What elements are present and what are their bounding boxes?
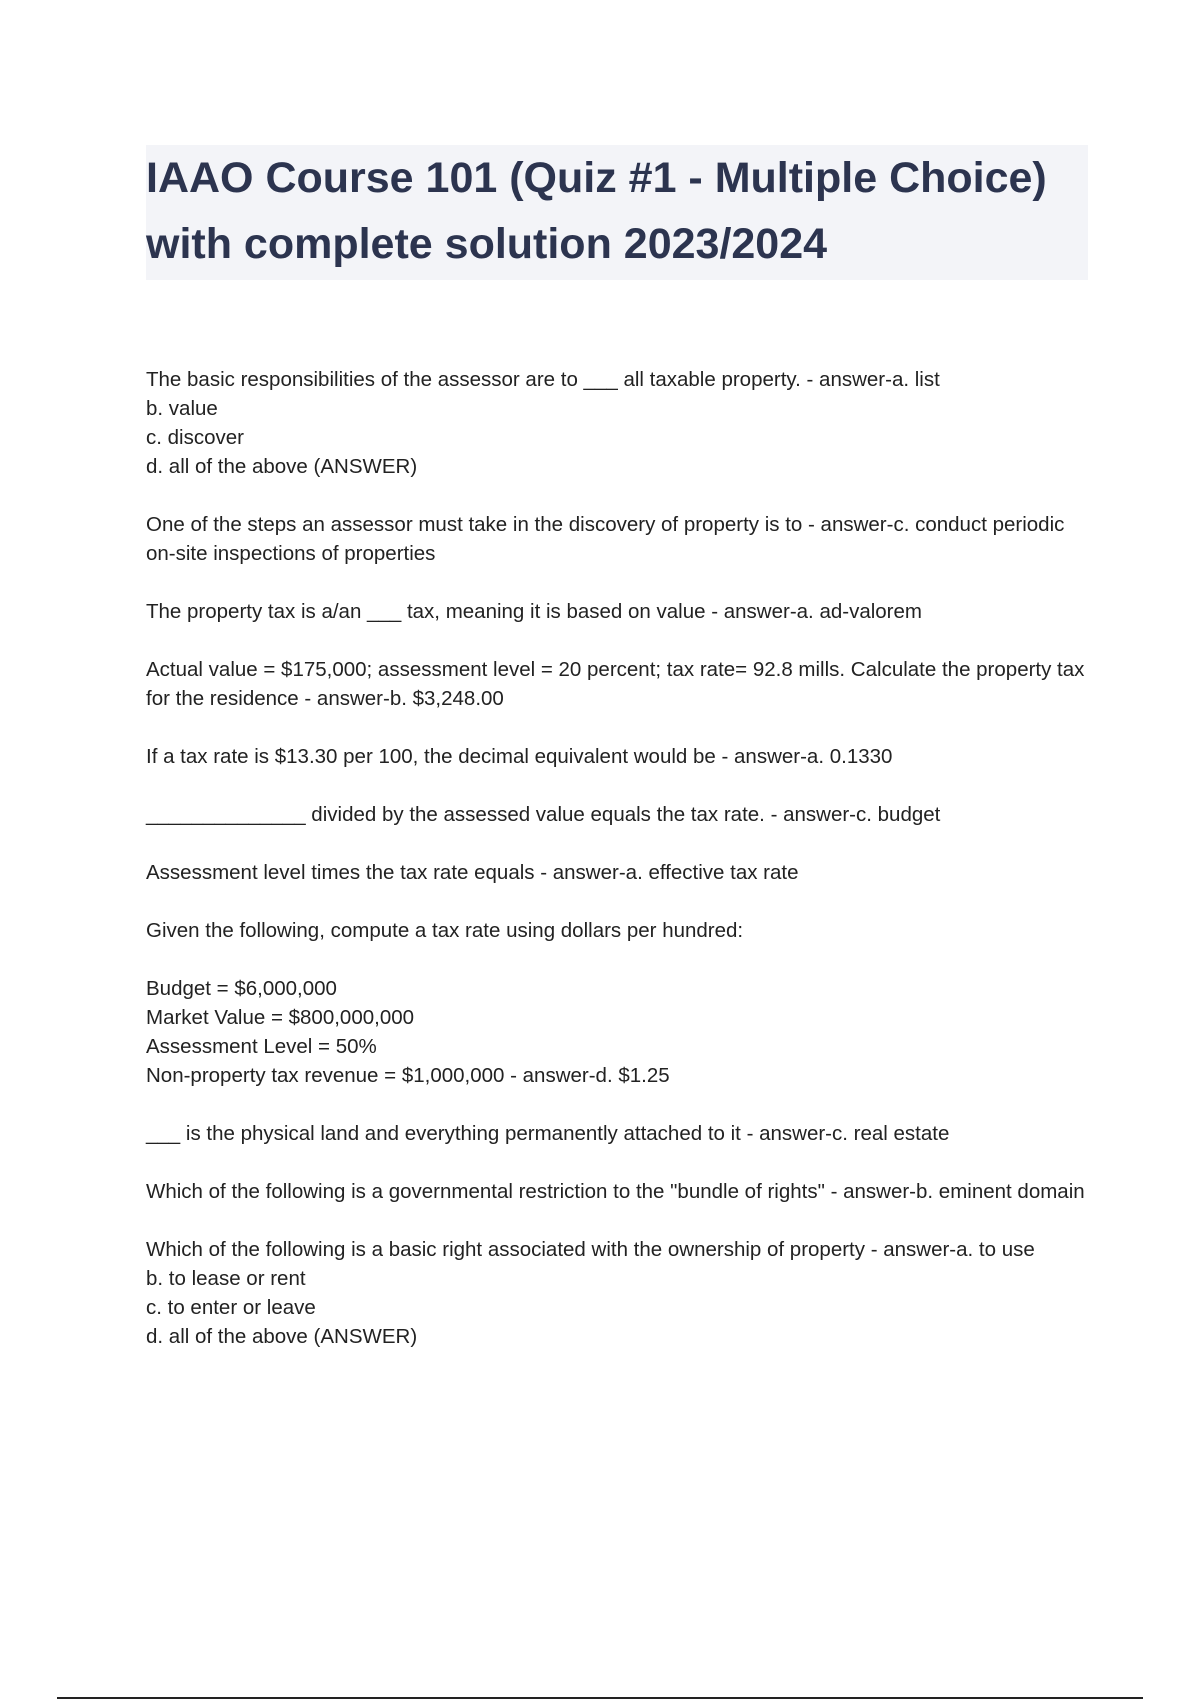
- question-item: [146, 974, 1096, 1090]
- question-line: Assessment level times the tax rate equals - answer-a. effective tax rate: [146, 861, 799, 884]
- question-item: [146, 1177, 1096, 1206]
- question-line: Which of the following is a basic right associated with the ownership of property - answer-a. to use: [146, 1238, 1035, 1261]
- page-title: IAAO Course 101 (Quiz #1 - Multiple Choice) with complete solution 2023/2024: [146, 154, 1047, 268]
- question-line: Assessment Level = 50%: [146, 1035, 377, 1058]
- question-item: [146, 1119, 1096, 1148]
- question-item: [146, 1235, 1096, 1351]
- question-line: The property tax is a/an ___ tax, meaning it is based on value - answer-a. ad-valorem: [146, 600, 922, 623]
- question-line: b. value: [146, 397, 218, 420]
- quiz-content: [146, 365, 1096, 1380]
- question-line: Given the following, compute a tax rate using dollars per hundred:: [146, 919, 744, 942]
- question-line: d. all of the above (ANSWER): [146, 455, 418, 478]
- question-line: ___ is the physical land and everything permanently attached to it - answer-c. real estate: [146, 1122, 950, 1145]
- title-box: [146, 145, 1088, 280]
- question-line: One of the steps an assessor must take in the discovery of property is to - answer-c. conduct periodic on-site inspections of properties: [146, 513, 1071, 565]
- question-line: Non-property tax revenue = $1,000,000 - answer-d. $1.25: [146, 1064, 670, 1087]
- question-item: [146, 800, 1096, 829]
- footer-divider: [57, 1697, 1143, 1699]
- question-line: ______________ divided by the assessed value equals the tax rate. - answer-c. budget: [146, 803, 941, 826]
- question-line: Market Value = $800,000,000: [146, 1006, 415, 1029]
- question-line: If a tax rate is $13.30 per 100, the decimal equivalent would be - answer-a. 0.1330: [146, 745, 893, 768]
- question-item: [146, 858, 1096, 887]
- question-line: The basic responsibilities of the assessor are to ___ all taxable property. - answer-a. list: [146, 368, 940, 391]
- question-line: b. to lease or rent: [146, 1267, 306, 1290]
- question-item: [146, 916, 1096, 945]
- question-item: [146, 597, 1096, 626]
- question-line: c. discover: [146, 426, 244, 449]
- question-line: Which of the following is a governmental restriction to the "bundle of rights" - answer-b. eminent domain: [146, 1180, 1085, 1203]
- question-line: Budget = $6,000,000: [146, 977, 337, 1000]
- question-line: d. all of the above (ANSWER): [146, 1325, 418, 1348]
- question-line: c. to enter or leave: [146, 1296, 316, 1319]
- question-line: Actual value = $175,000; assessment level = 20 percent; tax rate= 92.8 mills. Calculate the property tax for the residence - answer-b. $3,248.00: [146, 658, 1091, 710]
- question-item: [146, 655, 1096, 713]
- question-item: [146, 365, 1096, 481]
- question-item: [146, 742, 1096, 771]
- question-item: [146, 510, 1096, 568]
